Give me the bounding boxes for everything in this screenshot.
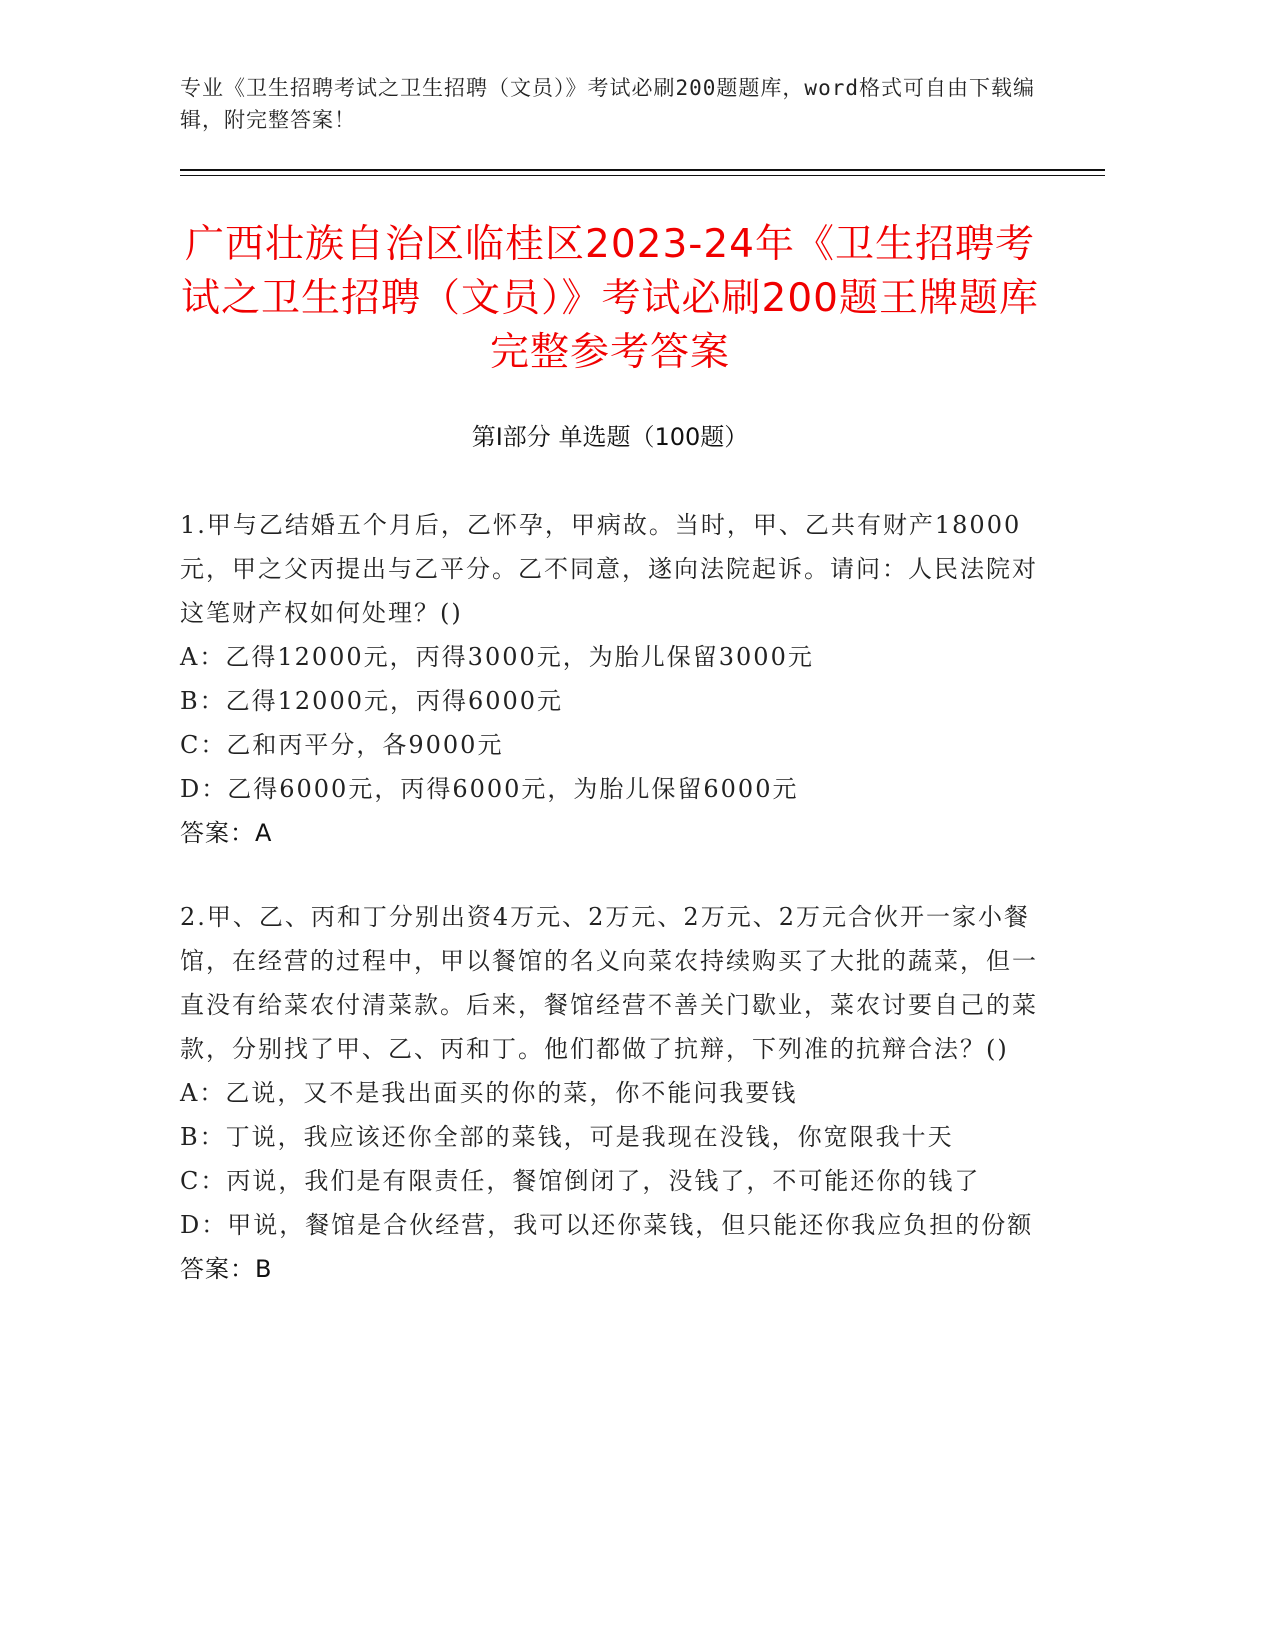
option-c: C：乙和丙平分，各9000元 [180, 731, 504, 759]
option-a: A：乙得12000元，丙得3000元，为胎儿保留3000元 [180, 643, 814, 671]
question-block [180, 895, 1040, 1291]
document-title: 广西壮族自治区临桂区2023-24年《卫生招聘考试之卫生招聘（文员）》考试必刷200题王牌题库完整参考答案 [181, 222, 1039, 375]
option-d: D：乙得6000元，丙得6000元，为胎儿保留6000元 [180, 775, 799, 803]
header-note: 专业《卫生招聘考试之卫生招聘（文员）》考试必刷200题题库，word格式可自由下载编辑，附完整答案！ [180, 76, 1035, 132]
question-stem: 1.甲与乙结婚五个月后，乙怀孕，甲病故。当时，甲、乙共有财产18000元，甲之父丙提出与乙平分。乙不同意，遂向法院起诉。请问：人民法院对这笔财产权如何处理？() [180, 511, 1038, 627]
question-block [180, 503, 1040, 855]
question-stem: 2.甲、乙、丙和丁分别出资4万元、2万元、2万元、2万元合伙开一家小餐馆，在经营的过程中，甲以餐馆的名义向菜农持续购买了大批的蔬菜，但一直没有给菜农付清菜款。后来，餐馆经营不善关门歇业，菜农讨要自己的菜款，分别找了甲、乙、丙和丁。他们都做了抗辩，下列准的抗辩合法？() [180, 903, 1038, 1063]
section-title: 第Ⅰ部分 单选题（100题） [471, 423, 749, 451]
header-divider-thin [180, 175, 1105, 176]
header-divider-thick [180, 169, 1105, 171]
answer-line: 答案：A [180, 819, 273, 847]
option-b: B：乙得12000元，丙得6000元 [180, 687, 564, 715]
answer-line: 答案：B [180, 1255, 273, 1283]
option-d: D：甲说，餐馆是合伙经营，我可以还你菜钱，但只能还你我应负担的份额 [180, 1211, 1034, 1239]
option-a: A：乙说，又不是我出面买的你的菜，你不能问我要钱 [180, 1079, 798, 1107]
option-c: C：丙说，我们是有限责任，餐馆倒闭了，没钱了，不可能还你的钱了 [180, 1167, 981, 1195]
option-b: B：丁说，我应该还你全部的菜钱，可是我现在没钱，你宽限我十天 [180, 1123, 954, 1151]
